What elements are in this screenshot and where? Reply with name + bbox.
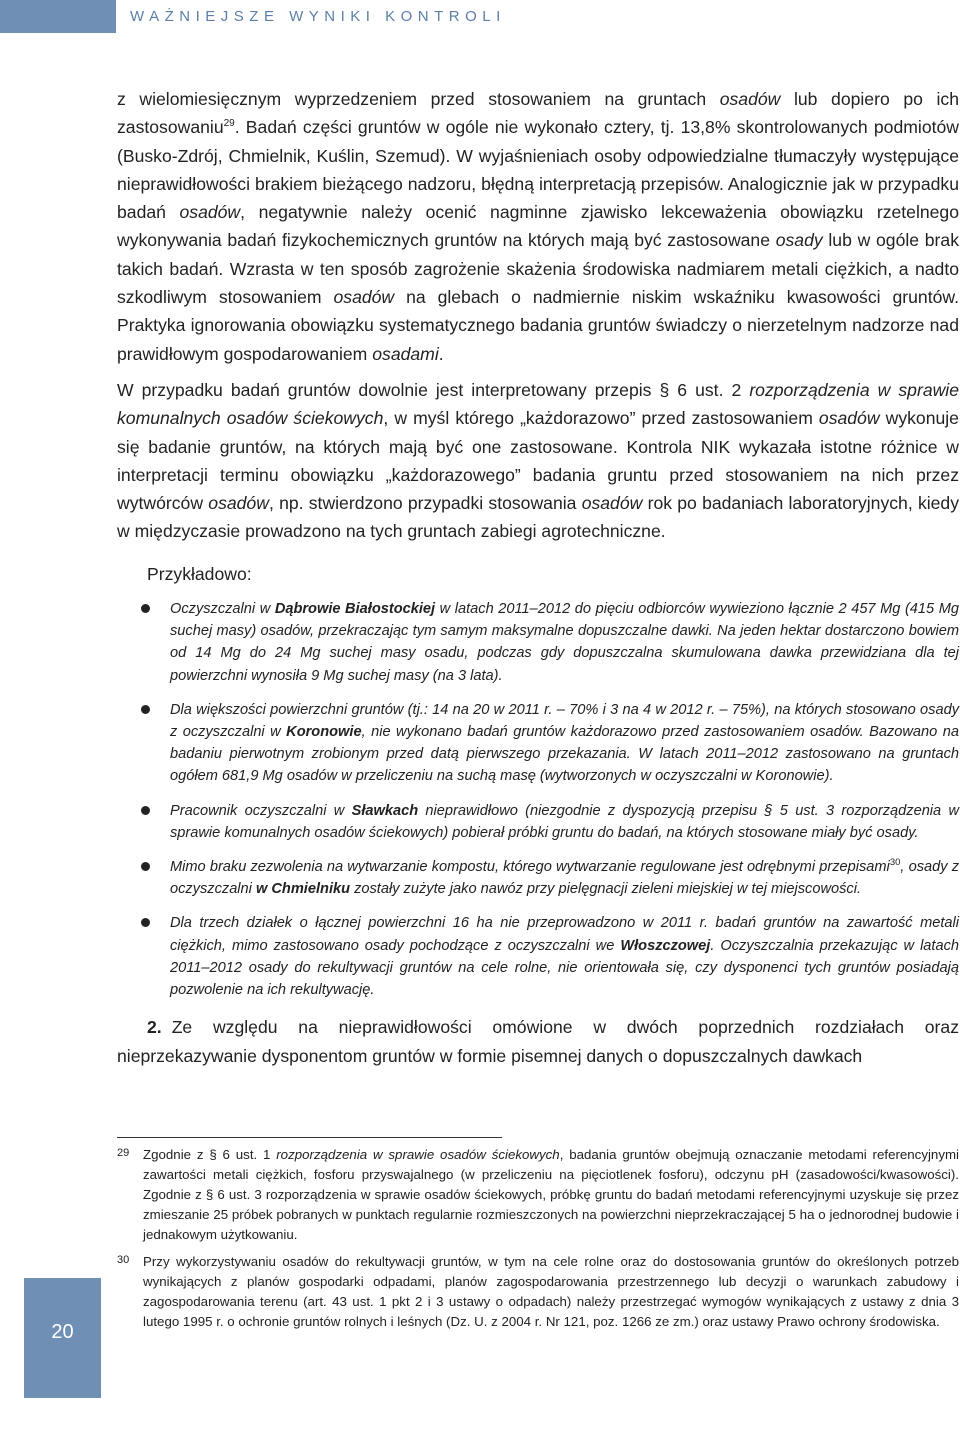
bullet-icon xyxy=(141,806,150,815)
text-run: Dla większości powierzchni gruntów (tj.: 14 na 20 w 2011 r. – 70% i 3 na 4 w 2012 r. – 75%), na których stosowano osady z oczyszczalni w xyxy=(170,701,959,741)
text-run: Oczyszczalni w xyxy=(170,601,275,618)
footnote-ref-30[interactable]: 30 xyxy=(889,857,901,869)
text-run: Przy wykorzystywaniu osadów do rekultywacji gruntów, w tym na cele rolne oraz do dostosowania gruntów do określonych potrzeb wynikających z planów gospodarki odpadami, planów zagospodarowania przestrzennego lub decyzji o warunkach zabudowy i zagospodarowania terenu (art. 43 ust. 1 pkt 2 i 3 ustawy o odpadach) należy przestrzegać wymogów wynikających z ustawy z dnia 3 lutego 1995 r. o ochronie gruntów rolnych i leśnych (Dz. U. z 2004 r. Nr 121, poz. 1266 ze zm.) oraz ustawy Prawo ochrony środowiska. xyxy=(143,1254,959,1329)
paragraph-1 xyxy=(117,85,959,368)
header-color-block xyxy=(0,0,116,33)
section-2 xyxy=(117,1013,959,1070)
examples-lead: Przykładowo: xyxy=(147,563,252,584)
place-name: w Chmielniku xyxy=(255,881,351,898)
list-item xyxy=(117,912,959,1001)
emphasis: rozporządzenia w sprawie komunalnych osadów ściekowych xyxy=(117,379,959,429)
list-item xyxy=(117,699,959,788)
running-header: WAŻNIEJSZE WYNIKI KONTROLI xyxy=(130,8,506,25)
footnote-ref-29[interactable]: 29 xyxy=(223,118,235,130)
text-run: , badania gruntów obejmują oznaczanie metodami referencyjnymi zawartości metali ciężkich, fosforu przyswajalnego (w przeliczeniu na pięciotlenek fosforu), odczynu pH (zasadowości/kwasowości). Zgodnie z § 6 ust. 3 rozporządzenia w sprawie osadów ściekowych, próbkę gruntu do badań metodami referencyjnymi uzyskuje się przez zmieszanie 25 próbek pobranych w punktach regularnie rozmieszczonych na powierzchni nieprzekraczającej 5 ha o jednorodnej budowie i jednakowym użytkowaniu. xyxy=(143,1147,960,1242)
emphasis: osadów xyxy=(179,202,241,223)
text-run: . xyxy=(438,343,444,364)
footnote-29 xyxy=(117,1145,959,1245)
text-run: nieprawidłowo (niezgodnie z dyspozycją przepisu § 5 ust. 3 rozporządzenia w sprawie komunalnych osadów ściekowych) pobierał próbki gruntu do badań, na których stosowane miały być osady. xyxy=(170,802,959,841)
main-content xyxy=(117,85,959,1070)
text-run: w latach 2011–2012 do pięciu odbiorców wywieziono łącznie 2 457 Mg (415 Mg suchej masy) osadów, przekraczając tym samym maksymalne dopuszczalne dawki. Na jeden hektar dostarczono bowiem od 14 Mg do 24 Mg suchej masy osadu, podczas gdy dopuszczalna skumulowana dawka przewidziana dla tej powierzchni wynosiła 9 Mg suchej masy (na 3 lata). xyxy=(170,601,959,684)
footnote-number: 29 xyxy=(117,1147,130,1159)
text-run: zostały zużyte jako nawóz przy pielęgnacji zieleni miejskiej w tej miejscowości. xyxy=(350,881,862,898)
place-name: Sławkach xyxy=(351,802,419,819)
text-run: , nie wykonano badań gruntów każdorazowo przed zastosowaniem osadów. Bazowano na badaniu pierwotnym zrobionym przed datą pierwszego przekazania. W latach 2011–2012 zastosowano na gruntach ogółem 681,9 Mg osadów w przeliczeniu na suchą masę (wytworzonych w oczyszczalni w Koronowie). xyxy=(170,724,959,785)
emphasis: osadów xyxy=(333,287,395,308)
text-run: . Badań części gruntów w ogóle nie wykonało cztery, tj. 13,8% skontrolowanych podmiotów (Busko-Zdrój, Chmielnik, Kuślin, Szemud). W wyjaśnieniach osoby odpowiedzialne tłumaczyły występujące nieprawidłowości brakiem bieżącego nadzoru, błędną interpretacją przepisów. Analogicznie jak w przypadku badań xyxy=(117,117,959,223)
text-run: wykonuje się badanie gruntów, na których mają być one zastosowane. Kontrola NIK wykazała istotne różnice w interpretacji terminu obowiązku „każdorazowego” badania gruntu przed stosowaniem na nich przez wytwórców xyxy=(117,408,959,514)
place-name: Włoszczowej xyxy=(620,937,711,954)
text-run: W przypadku badań gruntów dowolnie jest interpretowany przepis § 6 ust. 2 xyxy=(117,379,750,400)
text-run: Dla trzech działek o łącznej powierzchni 16 ha nie przeprowadzono w 2011 r. badań gruntów na zawartość metali ciężkich, mimo zastosowano osady pochodzące z oczyszczalni we xyxy=(170,915,959,954)
text-run: , negatywnie należy ocenić nagminne zjawisko lekceważenia obowiązku rzetelnego wykonywania badań fizykochemicznych gruntów na których mają być zastosowane xyxy=(117,202,960,251)
emphasis: osadów xyxy=(208,493,269,514)
text-run: , osady z oczyszczalni xyxy=(170,859,960,898)
bullet-icon xyxy=(141,862,150,871)
text-run: lub w ogóle brak takich badań. Wzrasta w ten sposób zagrożenie skażenia środowiska nadmiarem metali ciężkich, a nadto szkodliwym stosowaniem xyxy=(117,230,959,308)
text-run: , np. stwierdzono przypadki stosowania xyxy=(268,493,582,514)
footnotes xyxy=(117,1145,959,1339)
emphasis: osadów xyxy=(818,408,880,429)
paragraph-2 xyxy=(117,376,959,546)
text-run: . Oczyszczalnia przekazując w latach 2011–2012 osady do rekultywacji gruntów na cele rolne, nie orientowała się, czy dysponenci tych gruntów posiadają pozwolenie na ich rekultywację. xyxy=(170,937,960,999)
emphasis: osadami xyxy=(372,343,439,364)
text-run: Pracownik oczyszczalni w xyxy=(170,802,352,819)
list-item xyxy=(117,856,959,900)
section-text: Ze względu na nieprawidłowości omówione w dwóch poprzednich rozdziałach oraz nieprzekazywanie dysponentom gruntów w formie pisemnej danych o dopuszczalnych dawkach xyxy=(117,1017,959,1066)
section-number: 2. xyxy=(147,1017,162,1038)
text-run: rok po badaniach laboratoryjnych, kiedy w międzyczasie prowadzono na tych gruntach zabiegi agrotechniczne. xyxy=(117,493,960,542)
examples-list xyxy=(117,598,959,1001)
text-run: na glebach o nadmiernie niskim wskaźniku kwasowości gruntów. Praktyka ignorowania obowiązku systematycznego badania gruntów świadczy o nierzetelnym nadzorze nad prawidłowym gospodarowaniem xyxy=(117,287,959,364)
emphasis: osady xyxy=(775,230,823,251)
footnote-number: 30 xyxy=(117,1254,130,1266)
emphasis: osadów xyxy=(581,493,643,514)
text-run: z wielomiesięcznym wyprzedzeniem przed stosowaniem na gruntach xyxy=(117,89,720,109)
footnote-30 xyxy=(117,1252,959,1332)
footnote-divider xyxy=(117,1137,502,1138)
page-number: 20 xyxy=(51,1321,74,1343)
place-name: Dąbrowie Białostockiej xyxy=(274,601,436,618)
list-item xyxy=(117,598,959,687)
emphasis: rozporządzenia w sprawie osadów ściekowych xyxy=(276,1147,560,1162)
bullet-icon xyxy=(141,705,150,714)
emphasis: osadów xyxy=(719,89,781,109)
text-run: , w myśl którego „każdorazowo” przed zastosowaniem xyxy=(383,408,819,429)
text-run: Mimo braku zezwolenia na wytwarzanie kompostu, którego wytwarzanie regulowane jest odrębnymi przepisami xyxy=(170,859,890,876)
text-run: lub dopiero po ich zastosowaniu xyxy=(117,89,959,138)
page-number-box xyxy=(24,1278,101,1398)
bullet-icon xyxy=(141,604,150,613)
bullet-icon xyxy=(141,918,150,927)
text-run: Zgodnie z § 6 ust. 1 xyxy=(143,1147,277,1162)
list-item xyxy=(117,800,959,844)
place-name: Koronowie xyxy=(286,724,362,741)
